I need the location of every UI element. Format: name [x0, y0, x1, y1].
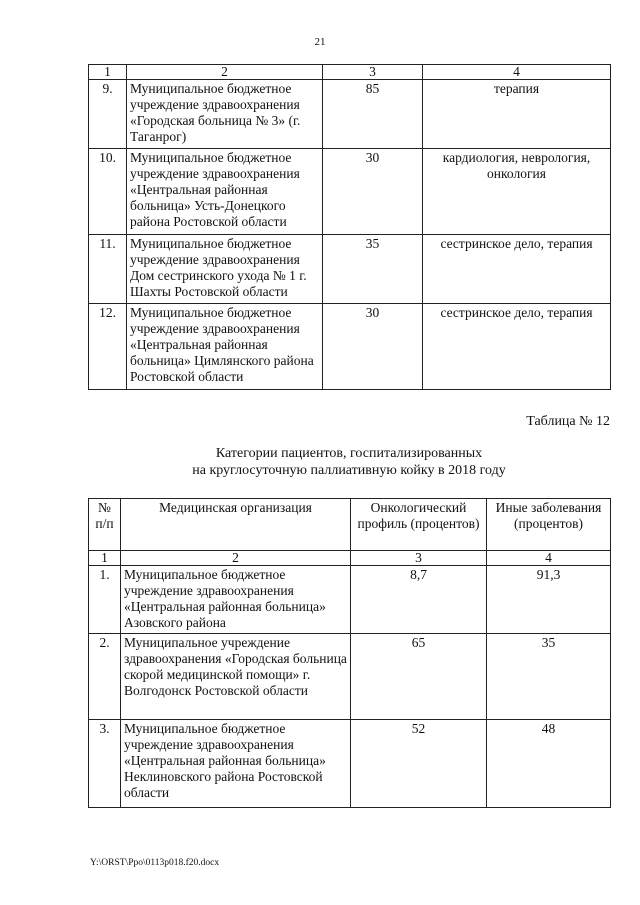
col-num-4: 4 [423, 65, 611, 80]
row-number: 3. [89, 720, 121, 808]
header-other-diseases: Иные заболевания (процентов) [487, 499, 611, 551]
table-row [89, 149, 611, 235]
col-num-3: 3 [323, 65, 423, 80]
patient-categories-table [88, 498, 611, 808]
oncology-percent: 52 [351, 720, 487, 808]
profile: терапия [423, 80, 611, 149]
header-oncology: Онкологический профиль (процентов) [351, 499, 487, 551]
beds-table-continued [88, 64, 611, 390]
table-row [89, 80, 611, 149]
col-num-2: 2 [127, 65, 323, 80]
table-row [89, 566, 611, 634]
page-number: 21 [314, 36, 326, 48]
column-numbering-row [89, 551, 611, 566]
column-numbering-row [89, 65, 611, 80]
row-number: 10. [89, 149, 127, 235]
table-title [88, 445, 610, 479]
beds-count: 85 [323, 80, 423, 149]
row-number: 9. [89, 80, 127, 149]
row-number: 12. [89, 304, 127, 390]
beds-count: 35 [323, 235, 423, 304]
organization-name: Муниципальное бюджетное учреждение здравоохранения «Центральная районная больница» Неклиновского района Ростовской области [121, 720, 351, 808]
header-organization: Медицинская организация [121, 499, 351, 551]
col-num-4: 4 [487, 551, 611, 566]
table-title-line-1: Категории пациентов, госпитализированных [215, 446, 483, 461]
beds-count: 30 [323, 149, 423, 235]
col-num-2: 2 [121, 551, 351, 566]
table-row [89, 634, 611, 720]
other-percent: 48 [487, 720, 611, 808]
other-percent: 35 [487, 634, 611, 720]
other-percent: 91,3 [487, 566, 611, 634]
organization-name: Муниципальное бюджетное учреждение здравоохранения Дом сестринского ухода № 1 г. Шахты Ростовской области [127, 235, 323, 304]
oncology-percent: 65 [351, 634, 487, 720]
row-number: 2. [89, 634, 121, 720]
organization-name: Муниципальное учреждение здравоохранения «Городская больница скорой медицинской помощи» г. Волгодонск Ростовской области [121, 634, 351, 720]
organization-name: Муниципальное бюджетное учреждение здравоохранения «Центральная районная больница» Цимлянского района Ростовской области [127, 304, 323, 390]
header-row [89, 499, 611, 551]
table-row [89, 235, 611, 304]
row-number: 1. [89, 566, 121, 634]
table-label: Таблица № 12 [526, 414, 610, 429]
profile: кардиология, неврология, онкология [423, 149, 611, 235]
col-num-3: 3 [351, 551, 487, 566]
oncology-percent: 8,7 [351, 566, 487, 634]
table-title-line-2: на круглосуточную паллиативную койку в 2018 году [192, 463, 506, 478]
organization-name: Муниципальное бюджетное учреждение здравоохранения «Центральная районная больница» Азовского района [121, 566, 351, 634]
profile: сестринское дело, терапия [423, 304, 611, 390]
organization-name: Муниципальное бюджетное учреждение здравоохранения «Центральная районная больница» Усть-Донецкого района Ростовской области [127, 149, 323, 235]
table-row [89, 720, 611, 808]
header-num: № п/п [89, 499, 121, 551]
organization-name: Муниципальное бюджетное учреждение здравоохранения «Городская больница № 3» (г. Таганрог) [127, 80, 323, 149]
row-number: 11. [89, 235, 127, 304]
col-num-1: 1 [89, 551, 121, 566]
beds-count: 30 [323, 304, 423, 390]
profile: сестринское дело, терапия [423, 235, 611, 304]
footer-file-path: Y:\ORST\Ppo\0113p018.f20.docx [90, 858, 220, 868]
col-num-1: 1 [89, 65, 127, 80]
table-row [89, 304, 611, 390]
